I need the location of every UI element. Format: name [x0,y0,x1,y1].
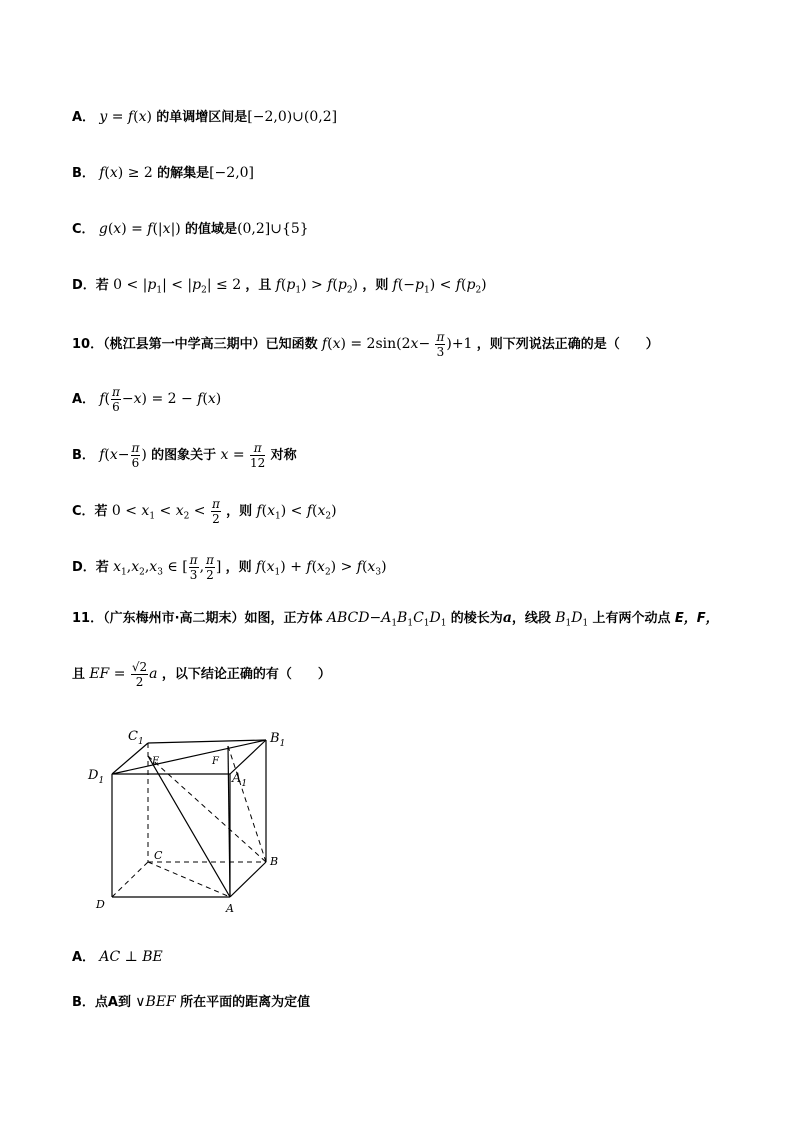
q11-stem-line1: 11．（广东梅州市·高二期末）如图，正方体 $ABCD-A_1B_1C_1D_1$ 的棱长为a，线段 $B_1D_1$ 上有两个动点 E，F， [72,610,719,629]
segment-fb-hidden [228,746,266,862]
label-e: E [152,756,160,767]
edge-dc-hidden [112,862,148,897]
q9-option-b: B． f(x) ≥ 2 的解集是[−2,0] [72,165,255,181]
edge-ab [230,862,266,897]
q10-stem: 10．（桃江县第一中学高三期中）已知函数 f(x) = 2sin(2x− $\frac{\pi}{3}$ )+1 ，则下列说法正确的是（ ） [72,330,659,359]
label-a1: $A_1$ [232,771,248,789]
segment-ea [148,756,230,897]
label-f: F [212,756,219,767]
q10-option-a: A． f( $\frac{\pi}{6}$ −x) = 2 − f(x) [72,385,222,414]
q10-option-b: B． f(x− $\frac{\pi}{6}$ ) 的图象关于 x = $\frac{\pi}{12}$ 对称 [72,441,297,470]
q10-option-d: D．若 $x_1,x_2,x_3$ ∈ [ $\frac{\pi}{3}$ , $\frac{\pi}{2}$ ] ，则 $f(x_1) + f(x_2) > f(x_3)$ [72,553,387,582]
edge-c1b1 [148,740,266,743]
q11-stem-line2: 且 EF = $\frac{√2}{2}$ a ，以下结论正确的有（ ） [72,660,331,689]
q9-option-d: D．若 $0 < |p_1| < |p_2| \le 2$ ，且 $f(p_1) > f(p_2)$ ，则 $f(-p_1) < f(p_2)$ [72,277,487,296]
label-d: D [96,898,105,911]
label-c: C [154,849,163,862]
q9-option-c: C． g(x) = f(|x|) 的值域是(0,2]∪{5} [72,221,309,237]
q11-option-b: B．点A到 ∨BEF 所在平面的距离为定值 [72,994,311,1010]
cube-figure [80,722,290,917]
label-d1: $D_1$ [88,768,105,786]
q10-option-c: C．若 $0 < x_1 < x_2$ < $\frac{\pi}{2}$ ，则 $f(x_1) < f(x_2)$ [72,497,337,526]
q11-option-a: A． AC ⊥ BE [72,949,163,965]
label-b1: $B_1$ [270,731,286,749]
label-b: B [270,855,279,868]
edge-a1b1 [230,740,266,774]
label-c1: $C_1$ [128,729,144,747]
segment-d1b1 [112,740,266,774]
q9-option-a: A． y = f(x) 的单调增区间是[−2,0)∪(0,2] [72,109,338,125]
segment-ca-hidden [148,862,230,897]
edge-d1c1 [112,743,148,774]
label-a: A [226,902,234,915]
